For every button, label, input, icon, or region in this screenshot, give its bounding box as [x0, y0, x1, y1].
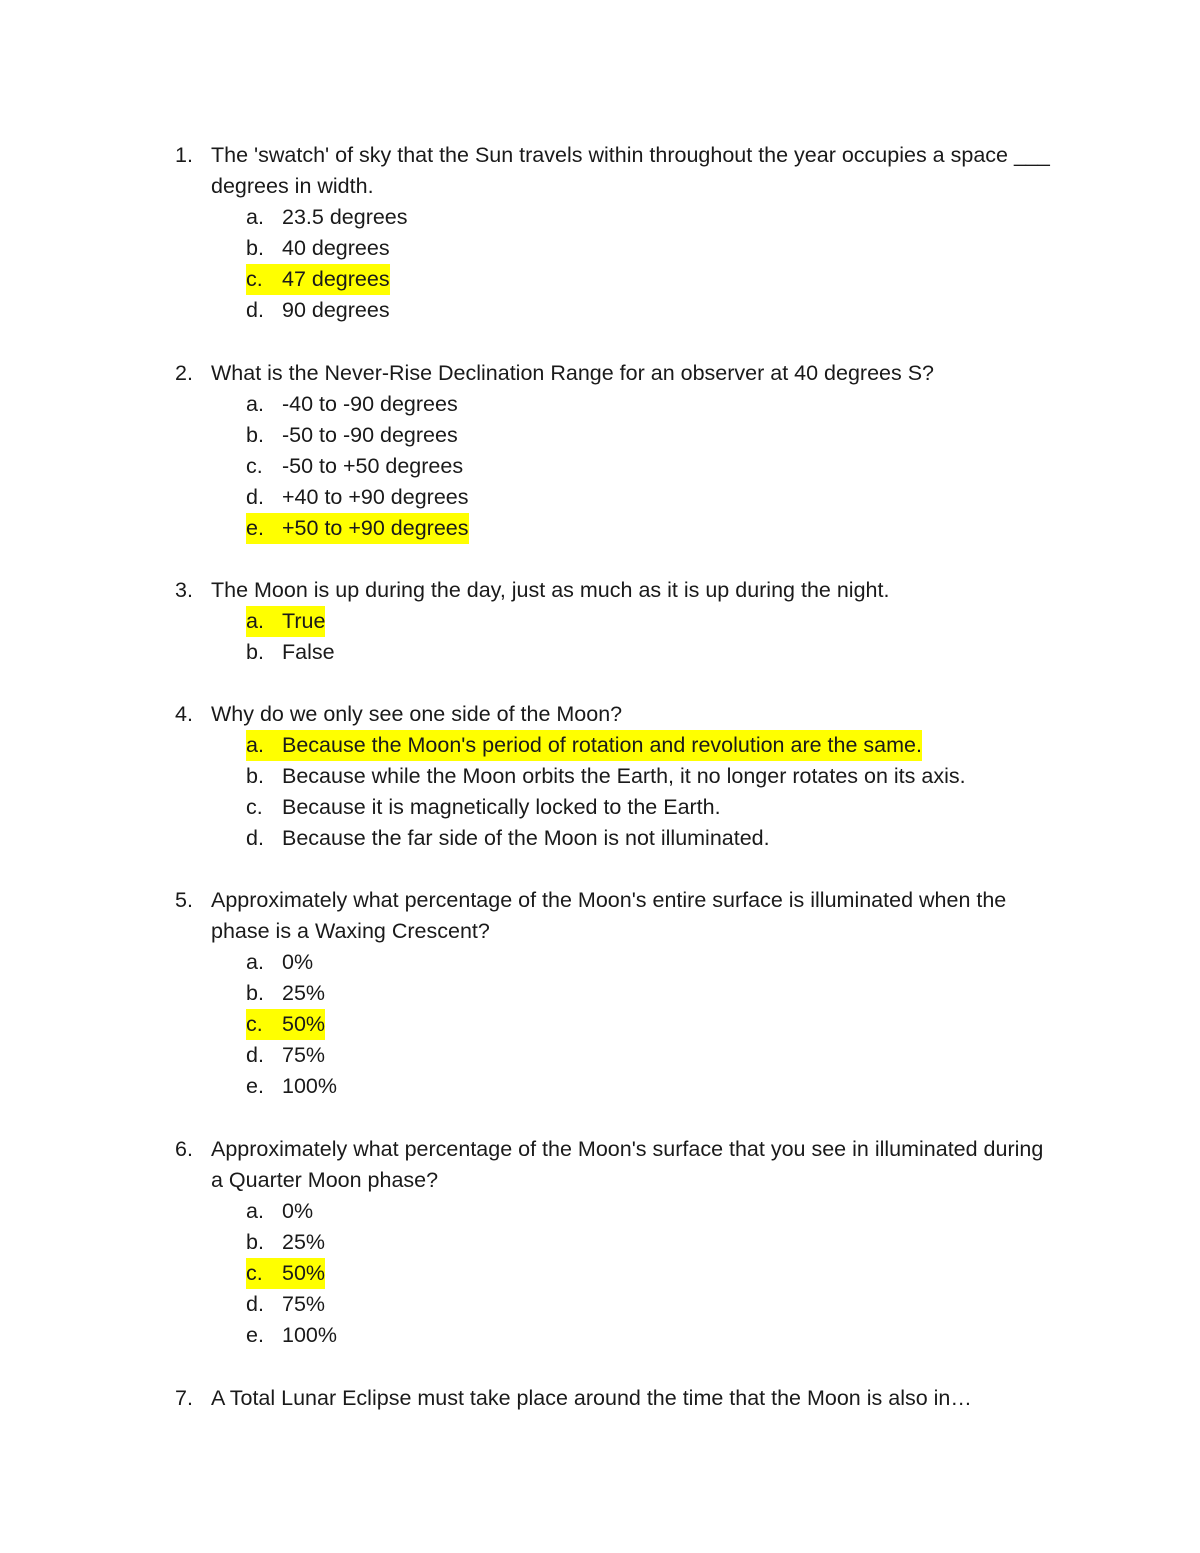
option-letter: d. [246, 1292, 264, 1316]
option-letter: b. [246, 423, 264, 447]
option-text: 0% [282, 950, 314, 974]
option-text: Because while the Moon orbits the Earth, it no longer rotates on its axis. [282, 764, 966, 788]
answer-option [0, 1071, 1200, 1102]
question-number: 6. [175, 1137, 193, 1161]
option-letter: e. [246, 516, 264, 540]
question-number: 4. [175, 702, 193, 726]
question-text: Approximately what percentage of the Moon's surface that you see in illuminated during a Quarter Moon phase? [211, 1137, 1044, 1192]
option-letter: b. [246, 236, 264, 260]
option-letter: a. [246, 1199, 264, 1223]
option-text: -40 to -90 degrees [282, 392, 458, 416]
option-text: 23.5 degrees [282, 205, 408, 229]
option-text: 50% [282, 1012, 326, 1036]
option-text: +50 to +90 degrees [282, 516, 469, 540]
answer-option [0, 1227, 1200, 1258]
question-3 [0, 575, 1200, 668]
option-text: 100% [282, 1323, 337, 1347]
question-text: The Moon is up during the day, just as much as it is up during the night. [211, 578, 890, 602]
question-text: Why do we only see one side of the Moon? [211, 702, 623, 726]
option-text: Because it is magnetically locked to the Earth. [282, 795, 721, 819]
option-text: Because the far side of the Moon is not illuminated. [282, 826, 770, 850]
question-number: 5. [175, 888, 193, 912]
option-text: 50% [282, 1261, 326, 1285]
option-text: 100% [282, 1074, 337, 1098]
option-text: 0% [282, 1199, 314, 1223]
option-text: 90 degrees [282, 298, 390, 322]
question-stem [0, 358, 1200, 389]
option-text: 75% [282, 1292, 326, 1316]
option-letter: a. [246, 205, 264, 229]
answer-option [0, 947, 1200, 978]
option-letter: e. [246, 1074, 264, 1098]
answer-option [0, 823, 1200, 854]
option-letter: a. [246, 392, 264, 416]
question-text: A Total Lunar Eclipse must take place around the time that the Moon is also in… [211, 1386, 972, 1410]
answer-option [0, 233, 1200, 264]
answer-option [0, 451, 1200, 482]
question-stem [0, 1134, 1200, 1196]
question-number: 3. [175, 578, 193, 602]
answer-option [0, 637, 1200, 668]
question-stem [0, 699, 1200, 730]
answer-option [0, 1196, 1200, 1227]
option-letter: c. [246, 454, 263, 478]
answer-option [0, 420, 1200, 451]
option-letter: e. [246, 1323, 264, 1347]
question-stem [0, 1383, 1200, 1414]
answer-option-highlighted [0, 606, 1200, 637]
answer-option [0, 1040, 1200, 1071]
answer-option [0, 1289, 1200, 1320]
question-number: 2. [175, 361, 193, 385]
question-5 [0, 885, 1200, 1102]
option-letter: a. [246, 609, 264, 633]
option-letter: c. [246, 267, 263, 291]
question-4 [0, 699, 1200, 854]
answer-option [0, 295, 1200, 326]
question-2 [0, 358, 1200, 544]
option-letter: b. [246, 640, 264, 664]
option-letter: d. [246, 298, 264, 322]
answer-option [0, 202, 1200, 233]
option-text: 47 degrees [282, 267, 390, 291]
answer-option [0, 389, 1200, 420]
question-6 [0, 1134, 1200, 1351]
answer-option-highlighted [0, 264, 1200, 295]
option-letter: c. [246, 795, 263, 819]
question-stem [0, 140, 1200, 202]
option-text: 25% [282, 1230, 326, 1254]
question-7 [0, 1383, 1200, 1414]
question-text: Approximately what percentage of the Moon's entire surface is illuminated when the phase is a Waxing Crescent? [211, 888, 1007, 943]
option-letter: d. [246, 485, 264, 509]
option-letter: b. [246, 1230, 264, 1254]
option-text: +40 to +90 degrees [282, 485, 469, 509]
option-text: True [282, 609, 326, 633]
option-letter: a. [246, 733, 264, 757]
question-text: The 'swatch' of sky that the Sun travels within throughout the year occupies a space ___ degrees in width. [211, 143, 1050, 198]
question-number: 7. [175, 1386, 193, 1410]
option-letter: b. [246, 981, 264, 1005]
question-stem [0, 885, 1200, 947]
option-letter: d. [246, 826, 264, 850]
option-letter: a. [246, 950, 264, 974]
option-text: False [282, 640, 335, 664]
answer-option-highlighted [0, 730, 1200, 761]
option-text: 40 degrees [282, 236, 390, 260]
option-text: 75% [282, 1043, 326, 1067]
answer-option [0, 482, 1200, 513]
answer-option [0, 792, 1200, 823]
option-letter: c. [246, 1261, 263, 1285]
question-1 [0, 140, 1200, 326]
option-letter: b. [246, 764, 264, 788]
option-text: -50 to -90 degrees [282, 423, 458, 447]
answer-option-highlighted [0, 513, 1200, 544]
answer-option [0, 978, 1200, 1009]
option-text: Because the Moon's period of rotation and revolution are the same. [282, 733, 922, 757]
answer-option [0, 761, 1200, 792]
question-text: What is the Never-Rise Declination Range for an observer at 40 degrees S? [211, 361, 935, 385]
answer-option [0, 1320, 1200, 1351]
question-stem [0, 575, 1200, 606]
option-letter: d. [246, 1043, 264, 1067]
option-letter: c. [246, 1012, 263, 1036]
option-text: 25% [282, 981, 326, 1005]
answer-option-highlighted [0, 1009, 1200, 1040]
answer-option-highlighted [0, 1258, 1200, 1289]
option-text: -50 to +50 degrees [282, 454, 464, 478]
question-number: 1. [175, 143, 193, 167]
